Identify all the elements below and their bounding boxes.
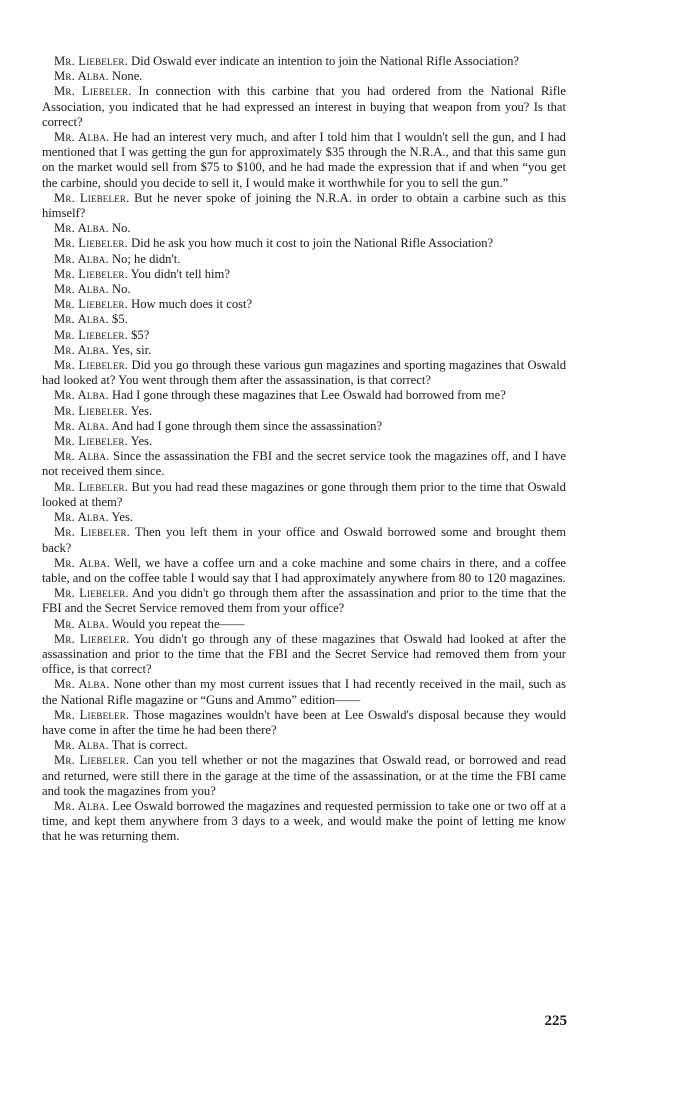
speech-text: And had I gone through them since the assassination?: [111, 418, 383, 433]
testimony-paragraph: [42, 312, 566, 327]
testimony-paragraph: [42, 799, 566, 845]
speech-text: He had an interest very much, and after I told him that I wouldn't sell the gun, and I had mentioned that I was getting the gun for approximately $35 through the N.R.A., and that this same gun on the market would sell from $75 to $100, and he had made the expression that if and when “you get the carbine, should you decide to sell it, I would make it worthwhile for you to sell the gun.”: [42, 130, 566, 190]
speaker-name: Mr. Liebeler.: [54, 297, 128, 312]
speaker-name: Mr. Alba.: [54, 342, 109, 357]
testimony-paragraph: [42, 449, 566, 479]
testimony-paragraph: [42, 328, 566, 343]
testimony-paragraph: [42, 480, 566, 510]
speech-text: But you had read these magazines or gone through them prior to the time that Oswald looked at them?: [42, 479, 566, 509]
speaker-name: Mr. Alba.: [54, 616, 109, 631]
speech-text: That is correct.: [111, 738, 188, 753]
speaker-name: Mr. Alba.: [54, 388, 109, 403]
speaker-name: Mr. Alba.: [54, 555, 111, 570]
testimony-paragraph: [42, 54, 566, 69]
testimony-paragraph: [42, 419, 566, 434]
speech-text: In connection with this carbine that you had ordered from the National Rifle Association, you indicated that he had expressed an interest in buying that weapon from you? Is that correct?: [42, 84, 567, 129]
speaker-name: Mr. Liebeler.: [54, 631, 130, 646]
speech-text: No.: [112, 282, 131, 297]
testimony-paragraph: [42, 84, 566, 130]
testimony-text: [42, 54, 566, 845]
speech-text: But he never spoke of joining the N.R.A. in order to obtain a carbine such as this himself?: [42, 190, 567, 221]
speaker-name: Mr. Liebeler.: [54, 753, 130, 768]
speaker-name: Mr. Liebeler.: [54, 434, 128, 449]
speech-text: Since the assassination the FBI and the secret service took the magazines off, and I have not received them since.: [42, 449, 566, 479]
speaker-name: Mr. Liebeler.: [54, 236, 128, 251]
testimony-paragraph: [42, 556, 566, 586]
speaker-name: Mr. Liebeler.: [54, 525, 131, 540]
testimony-paragraph: [42, 358, 566, 388]
testimony-paragraph: [42, 221, 566, 236]
speaker-name: Mr. Liebeler.: [54, 84, 132, 99]
speaker-name: Mr. Alba.: [54, 449, 110, 464]
page-number: 225: [544, 1013, 567, 1029]
speech-text: Did he ask you how much it cost to join the National Rifle Association?: [131, 236, 494, 251]
speaker-name: Mr. Alba.: [54, 677, 110, 692]
speech-text: No.: [112, 221, 131, 236]
speech-text: Lee Oswald borrowed the magazines and requested permission to take one or two off at a time, and kept them anywhere from 3 days to a week, and would make the point of letting me know that he was returning them.: [42, 798, 567, 844]
speech-text: Would you repeat the——: [111, 616, 245, 631]
testimony-paragraph: [42, 708, 566, 738]
speaker-name: Mr. Liebeler.: [54, 403, 128, 418]
speaker-name: Mr. Alba.: [54, 418, 109, 433]
speaker-name: Mr. Liebeler.: [54, 358, 129, 373]
speaker-name: Mr. Liebeler.: [54, 190, 130, 205]
speech-text: Yes, sir.: [111, 342, 152, 357]
speech-text: Well, we have a coffee urn and a coke machine and some chairs in there, and a coffee table, and on the coffee table I would say that I had approximately anywhere from 80 to 120 magazines.: [42, 555, 566, 585]
speaker-name: Mr. Alba.: [54, 251, 109, 266]
testimony-paragraph: [42, 69, 566, 84]
speech-text: Those magazines wouldn't have been at Lee Oswald's disposal because they would have come in after the time he had been there?: [42, 707, 567, 737]
speech-text: Did you go through these various gun magazines and sporting magazines that Oswald had looked at? You went through them after the assassination, is that correct?: [42, 358, 567, 388]
speech-text: Yes.: [130, 403, 153, 418]
speaker-name: Mr. Liebeler.: [54, 479, 129, 494]
speech-text: Can you tell whether or not the magazines that Oswald read, or borrowed and read and returned, were still there in the garage at the time of the assassination, or at the time the FBI came and took the magazines from you?: [42, 753, 566, 798]
testimony-paragraph: [42, 738, 566, 753]
speech-text: How much does it cost?: [131, 297, 253, 312]
testimony-paragraph: [42, 388, 566, 403]
testimony-paragraph: [42, 267, 566, 282]
speaker-name: Mr. Alba.: [54, 312, 109, 327]
speech-text: Did Oswald ever indicate an intention to join the National Rifle Association?: [131, 54, 519, 68]
testimony-paragraph: [42, 677, 566, 707]
speech-text: No; he didn't.: [112, 251, 181, 266]
testimony-paragraph: [42, 252, 566, 267]
speech-text: You didn't go through any of these magazines that Oswald had looked at after the assassination and prior to the time that the FBI and the Secret Service had removed them from your office, is that correct?: [42, 631, 567, 677]
speaker-name: Mr. Alba.: [54, 221, 109, 236]
testimony-paragraph: [42, 297, 566, 312]
testimony-paragraph: [42, 525, 566, 555]
speaker-name: Mr. Liebeler.: [54, 586, 129, 601]
testimony-paragraph: [42, 130, 566, 191]
speech-text: Yes.: [130, 434, 153, 449]
speech-text: Had I gone through these magazines that Lee Oswald had borrowed from me?: [112, 388, 506, 403]
speaker-name: Mr. Liebeler.: [54, 54, 128, 68]
speech-text: $5.: [112, 312, 128, 327]
testimony-paragraph: [42, 404, 566, 419]
speaker-name: Mr. Alba.: [54, 798, 110, 813]
speech-text: None other than my most current issues that I had recently received in the mail, such as the National Rifle magazine or “Guns and Ammo” edition——: [42, 677, 566, 707]
speaker-name: Mr. Alba.: [54, 130, 110, 145]
testimony-paragraph: [42, 282, 566, 297]
speaker-name: Mr. Liebeler.: [54, 327, 128, 342]
speech-text: And you didn't go through them after the assassination and prior to the time that the FBI and the Secret Service removed them from your office?: [42, 586, 566, 616]
testimony-paragraph: [42, 343, 566, 358]
testimony-paragraph: [42, 434, 566, 449]
testimony-paragraph: [42, 753, 566, 799]
speech-text: None.: [112, 69, 143, 84]
testimony-paragraph: [42, 617, 566, 632]
testimony-paragraph: [42, 632, 566, 678]
testimony-paragraph: [42, 586, 566, 616]
testimony-paragraph: [42, 236, 566, 251]
speech-text: Yes.: [111, 510, 134, 525]
testimony-paragraph: [42, 191, 566, 221]
speech-text: You didn't tell him?: [130, 266, 230, 281]
speech-text: Then you left them in your office and Oswald borrowed some and brought them back?: [42, 525, 566, 555]
speech-text: $5?: [131, 327, 150, 342]
speaker-name: Mr. Alba.: [54, 510, 109, 525]
testimony-paragraph: [42, 510, 566, 525]
speaker-name: Mr. Liebeler.: [54, 266, 128, 281]
speaker-name: Mr. Alba.: [54, 69, 109, 84]
speaker-name: Mr. Liebeler.: [54, 707, 130, 722]
speaker-name: Mr. Alba.: [54, 738, 109, 753]
speaker-name: Mr. Alba.: [54, 282, 109, 297]
